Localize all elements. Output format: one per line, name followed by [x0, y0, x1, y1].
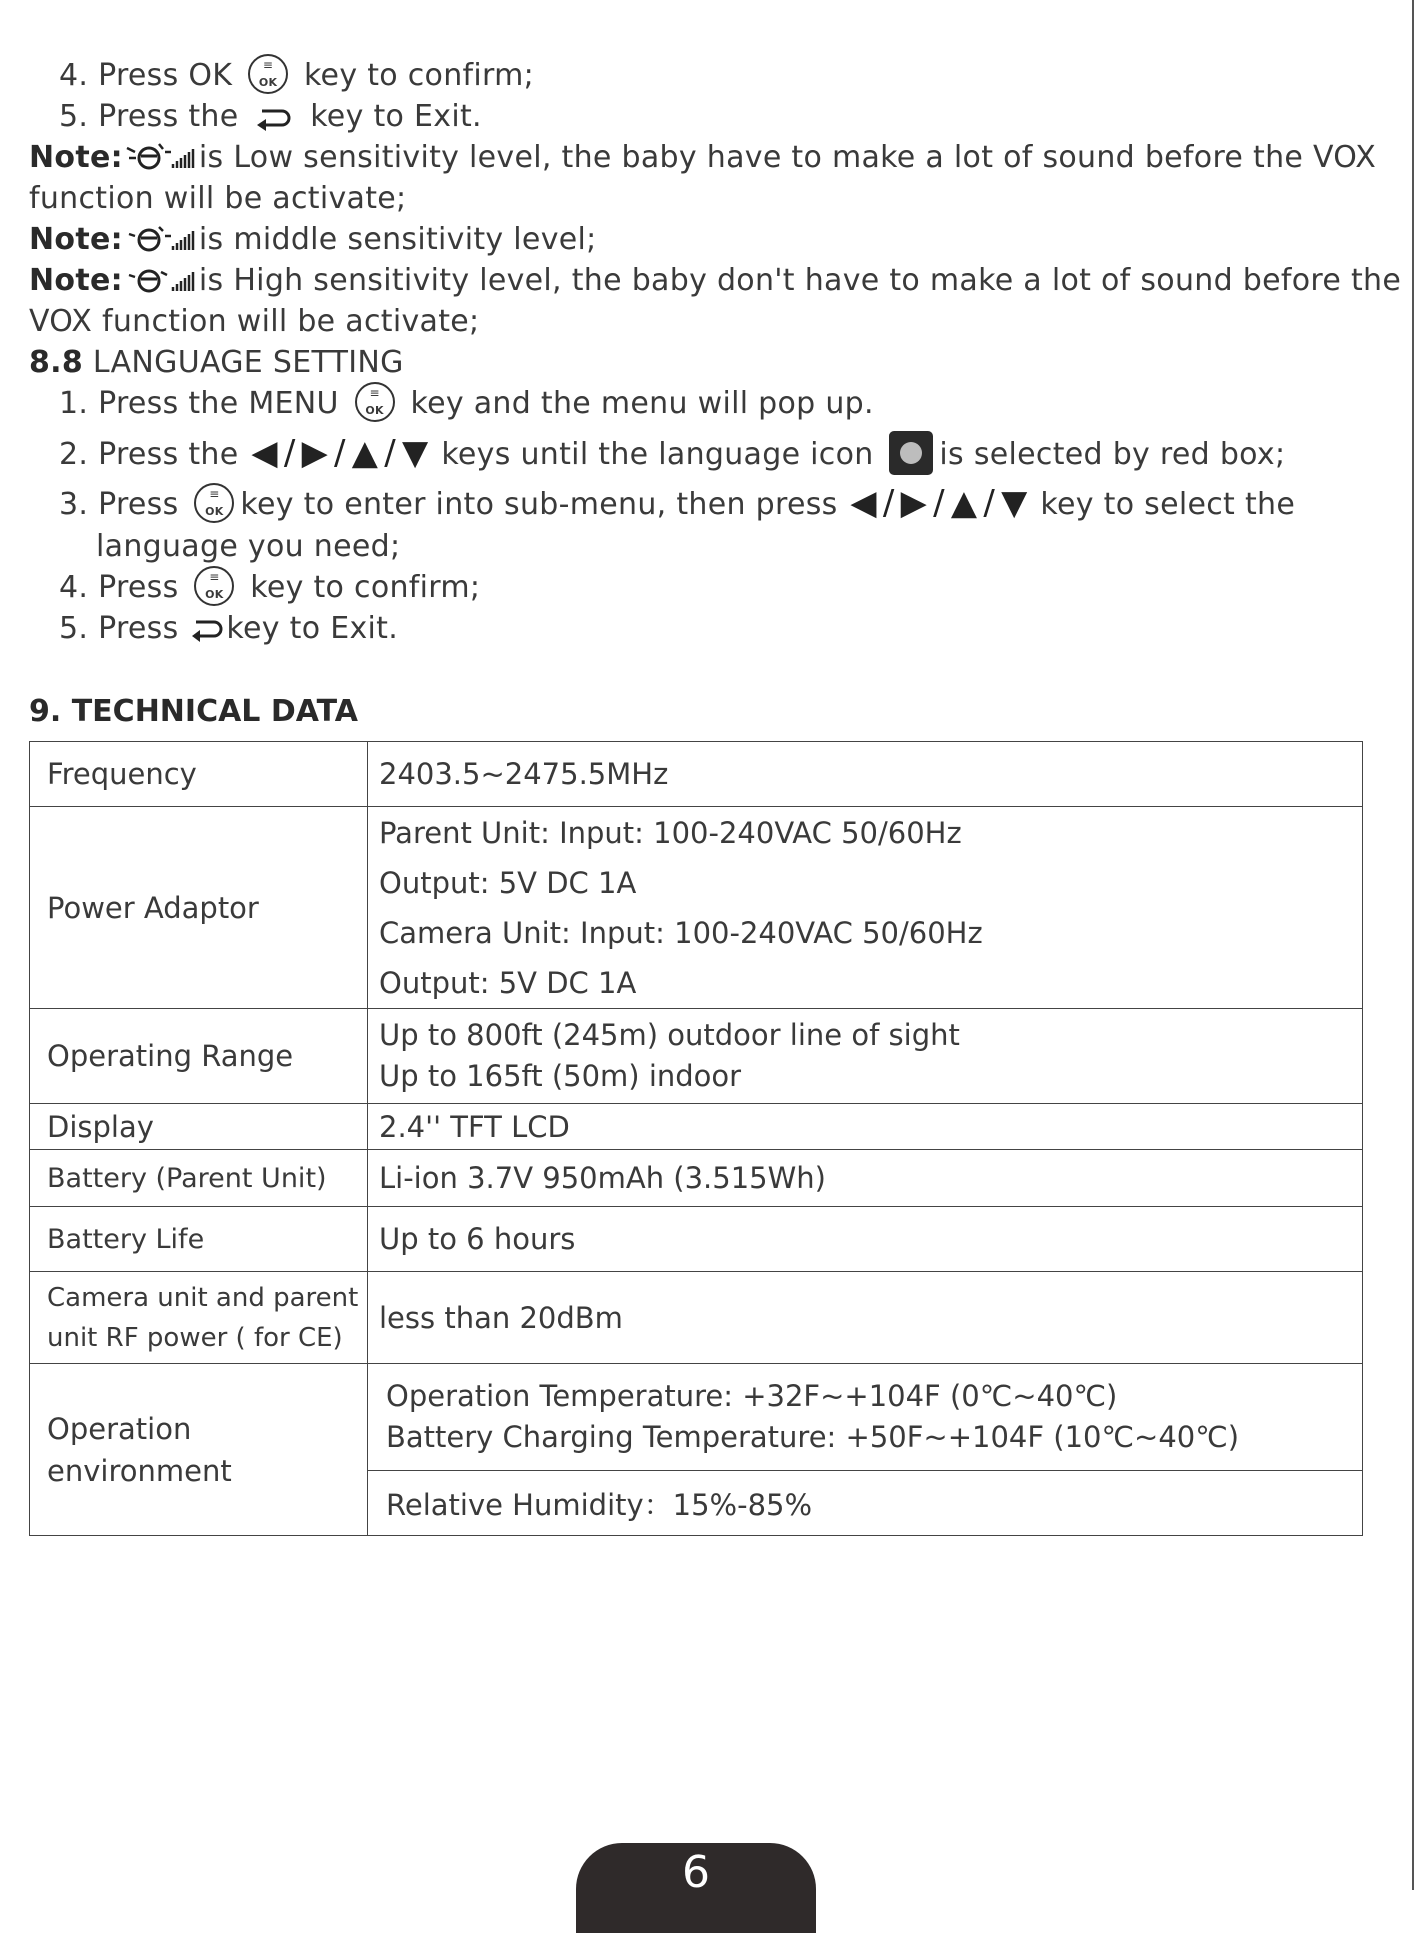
- lang-step-4: 4. Press ≡ OK key to confirm;: [59, 568, 480, 609]
- up-arrow-icon: ▲: [351, 433, 379, 473]
- left-arrow-icon: ◀: [251, 433, 278, 473]
- high-sensitivity-icon: [125, 263, 197, 295]
- table-row: [30, 742, 1363, 807]
- row-value-temperatures: Operation Temperature: +32F~+104F (0℃~40℃) Battery Charging Temperature: +50F~+104F (10℃~40℃): [368, 1364, 1363, 1471]
- page-edge-line: [1412, 0, 1414, 1890]
- note-high: Note: is High sensitivity level, the baby don't have to make a lot of sound before the: [29, 263, 1402, 298]
- language-setting-heading: 8.8 LANGUAGE SETTING: [29, 345, 404, 380]
- table-row: [30, 807, 1363, 1009]
- down-arrow-icon: ▼: [1001, 483, 1028, 523]
- up-arrow-icon: ▲: [950, 483, 978, 523]
- row-value-display: 2.4'' TFT LCD: [368, 1104, 1363, 1150]
- step-exit: 5. Press the key to Exit.: [59, 99, 482, 134]
- row-value-frequency: 2403.5~2475.5MHz: [368, 742, 1363, 807]
- table-row: [30, 1272, 1363, 1364]
- row-label-display: Display: [30, 1104, 368, 1150]
- row-label-frequency: Frequency: [30, 742, 368, 807]
- language-globe-icon: [889, 431, 933, 475]
- lang-step-2: 2. Press the ◀ / ▶ / ▲ / ▼ keys until the language icon is selected by red box;: [59, 433, 1285, 478]
- note-low: Note: is Low sensitivity level, the baby have to make a lot of sound before the VOX: [29, 140, 1377, 175]
- row-label-battery-life: Battery Life: [30, 1207, 368, 1272]
- down-arrow-icon: ▼: [402, 433, 429, 473]
- step-confirm: 4. Press OK ≡ OK key to confirm;: [59, 56, 534, 97]
- row-value-operating-range: Up to 800ft (245m) outdoor line of sight Up to 165ft (50m) indoor: [368, 1009, 1363, 1104]
- low-sensitivity-icon: [125, 140, 197, 172]
- page-number: 6: [682, 1847, 710, 1898]
- table-row: [30, 1207, 1363, 1272]
- lang-step-1: 1. Press the MENU ≡ OK key and the menu will pop up.: [59, 384, 874, 425]
- row-label-operating-range: Operating Range: [30, 1009, 368, 1104]
- row-value-humidity: Relative Humidity：15%-85%: [368, 1471, 1363, 1536]
- technical-data-table: [29, 741, 1363, 1536]
- note-middle: Note: is middle sensitivity level;: [29, 222, 597, 257]
- return-key-icon: [254, 105, 294, 131]
- table-row: [30, 1009, 1363, 1104]
- table-row: [30, 1150, 1363, 1207]
- right-arrow-icon: ▶: [900, 483, 928, 523]
- middle-sensitivity-icon: [125, 222, 197, 254]
- technical-data-heading: 9. TECHNICAL DATA: [29, 694, 359, 729]
- table-row: [30, 1364, 1363, 1471]
- table-row: [30, 1104, 1363, 1150]
- lang-step-5: 5. Press key to Exit.: [59, 611, 399, 646]
- ok-key-icon: ≡ OK: [248, 54, 288, 94]
- left-arrow-icon: ◀: [850, 483, 877, 523]
- lang-step-3-cont: language you need;: [96, 529, 401, 564]
- row-label-power-adaptor: Power Adaptor: [30, 807, 368, 1009]
- right-arrow-icon: ▶: [301, 433, 329, 473]
- row-value-rf-power: less than 20dBm: [368, 1272, 1363, 1364]
- row-label-rf-power: Camera unit and parent unit RF power ( for CE): [30, 1272, 368, 1364]
- row-value-battery-life: Up to 6 hours: [368, 1207, 1363, 1272]
- page-number-tab: [576, 1843, 816, 1933]
- row-value-battery: Li-ion 3.7V 950mAh (3.515Wh): [368, 1150, 1363, 1207]
- lang-step-3: 3. Press ≡ OK key to enter into sub-menu, then press ◀ / ▶ / ▲ / ▼ key to select the: [59, 483, 1296, 523]
- ok-key-icon: ≡ OK: [194, 483, 234, 523]
- note-low-cont: function will be activate;: [29, 181, 407, 216]
- return-key-icon: [190, 617, 224, 643]
- note-high-cont: VOX function will be activate;: [29, 304, 480, 339]
- row-label-battery: Battery (Parent Unit): [30, 1150, 368, 1207]
- row-value-power-adaptor: Parent Unit: Input: 100-240VAC 50/60Hz Output: 5V DC 1A Camera Unit: Input: 100-240VAC 50/60Hz Output: 5V DC 1A: [368, 807, 1363, 1009]
- ok-key-icon: ≡ OK: [194, 566, 234, 606]
- row-label-operation-environment: Operation environment: [30, 1364, 368, 1536]
- menu-key-icon: ≡ OK: [355, 382, 395, 422]
